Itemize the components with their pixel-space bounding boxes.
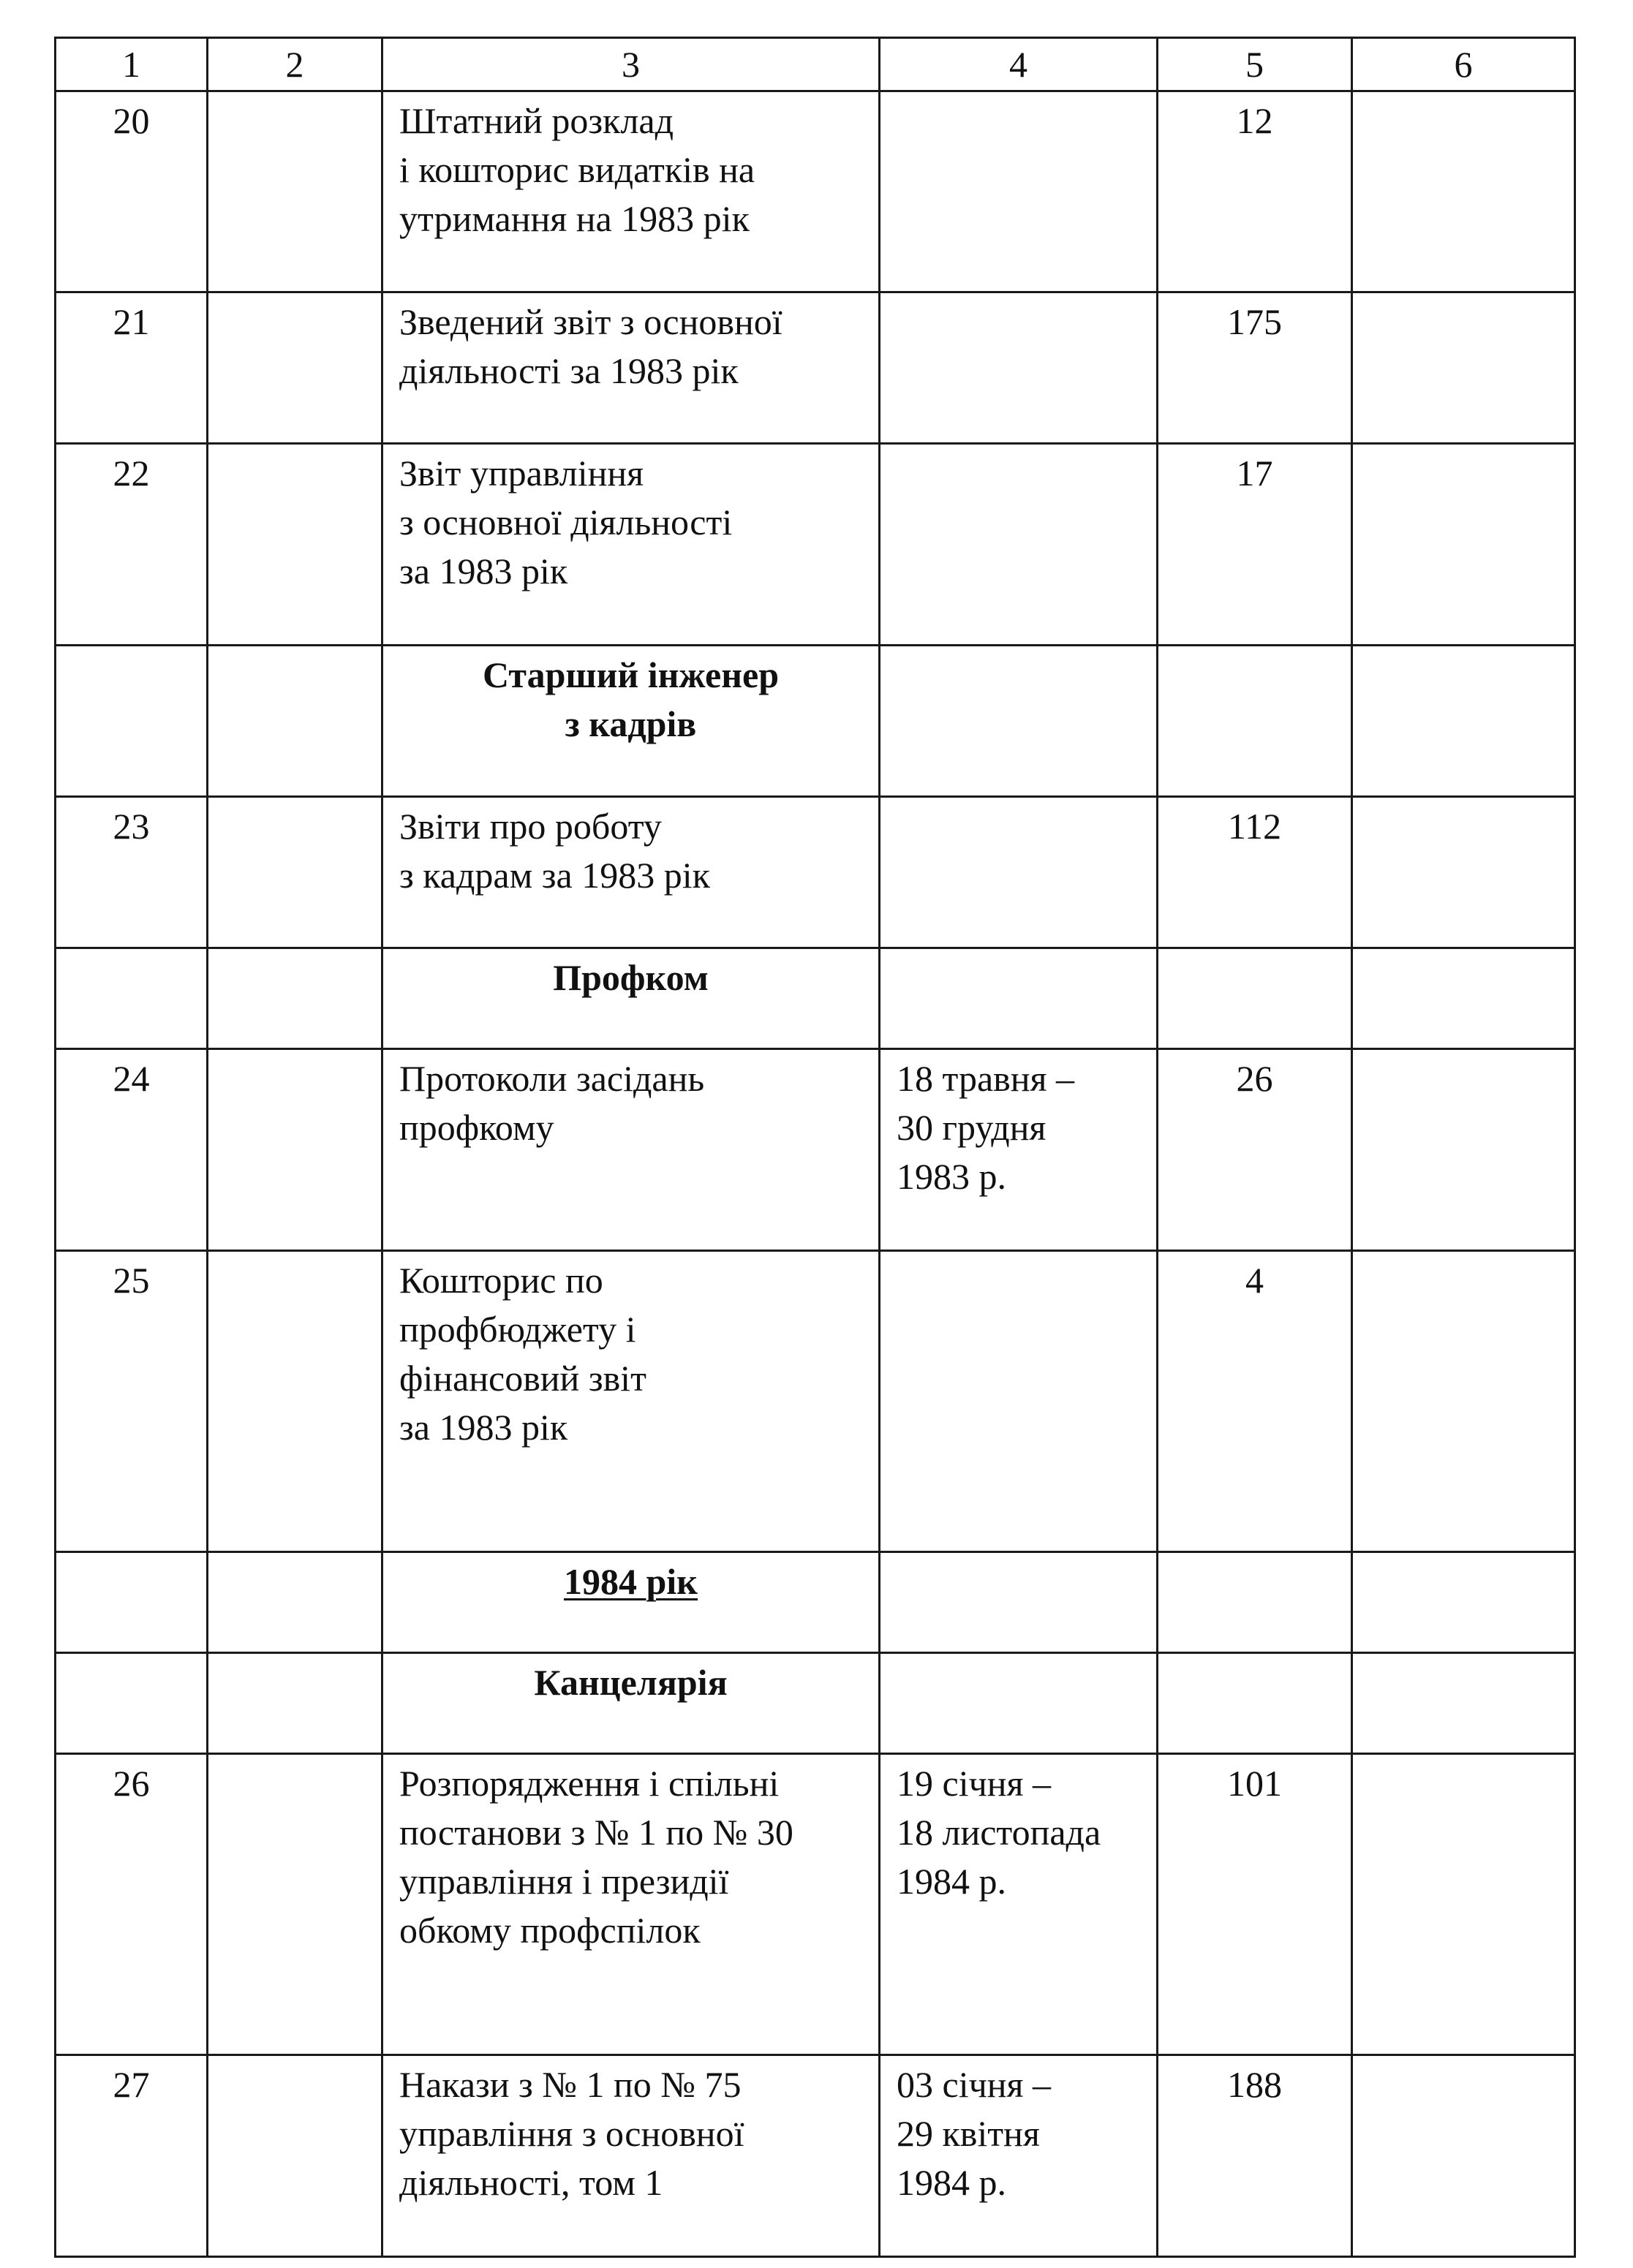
cell-col6: [1352, 1653, 1575, 1754]
cell-col2: [208, 91, 382, 292]
item-sheet-count: 4: [1158, 1251, 1352, 1552]
cell-col2: [208, 444, 382, 646]
item-sheet-count: 175: [1158, 292, 1352, 444]
cell-col6: [1352, 646, 1575, 797]
item-date-range: [880, 292, 1158, 444]
table-row: [56, 444, 1575, 646]
cell-number: [56, 948, 208, 1049]
cell-col6: [1352, 91, 1575, 292]
item-sheet-count: 12: [1158, 91, 1352, 292]
item-number: 27: [56, 2055, 208, 2257]
item-title: Штатний розклад і кошторис видатків на утримання на 1983 рік: [382, 91, 880, 292]
cell-date: [880, 1653, 1158, 1754]
column-header: 4: [880, 38, 1158, 91]
table-row: [56, 1754, 1575, 2055]
cell-col6: [1352, 1552, 1575, 1653]
item-date-range: 18 травня – 30 грудня 1983 р.: [880, 1049, 1158, 1251]
cell-col2: [208, 1552, 382, 1653]
cell-col2: [208, 2055, 382, 2257]
item-number: 22: [56, 444, 208, 646]
item-date-range: [880, 91, 1158, 292]
column-header: 3: [382, 38, 880, 91]
cell-number: [56, 1653, 208, 1754]
cell-col2: [208, 1653, 382, 1754]
column-header: 5: [1158, 38, 1352, 91]
item-title: Кошторис по профбюджету і фінансовий звіт за 1983 рік: [382, 1251, 880, 1552]
item-sheet-count: 17: [1158, 444, 1352, 646]
section-heading-text: Канцелярія: [534, 1662, 728, 1703]
column-header: 6: [1352, 38, 1575, 91]
cell-col6: [1352, 2055, 1575, 2257]
table-row: [56, 292, 1575, 444]
section-heading: [382, 646, 880, 797]
item-title: Накази з № 1 по № 75 управління з основної діяльності, том 1: [382, 2055, 880, 2257]
cell-col2: [208, 1754, 382, 2055]
item-title: Зведений звіт з основної діяльності за 1983 рік: [382, 292, 880, 444]
cell-col2: [208, 1049, 382, 1251]
section-row: [56, 948, 1575, 1049]
section-heading-text: Профком: [553, 957, 709, 998]
table-row: [56, 91, 1575, 292]
table-row: [56, 1049, 1575, 1251]
column-header: 2: [208, 38, 382, 91]
item-date-range: 03 січня – 29 квітня 1984 р.: [880, 2055, 1158, 2257]
cell-col6: [1352, 444, 1575, 646]
item-number: 23: [56, 797, 208, 948]
section-row: [56, 646, 1575, 797]
item-title: Розпорядження і спільні постанови з № 1 по № 30 управління і президії обкому профспілок: [382, 1754, 880, 2055]
item-date-range: [880, 444, 1158, 646]
cell-col6: [1352, 797, 1575, 948]
cell-col2: [208, 797, 382, 948]
table-row: [56, 797, 1575, 948]
cell-sheets: [1158, 948, 1352, 1049]
cell-col6: [1352, 292, 1575, 444]
item-number: 21: [56, 292, 208, 444]
item-number: 24: [56, 1049, 208, 1251]
section-heading: [382, 1552, 880, 1653]
item-title: Протоколи засідань профкому: [382, 1049, 880, 1251]
cell-col6: [1352, 1754, 1575, 2055]
cell-sheets: [1158, 646, 1352, 797]
column-number-row: [56, 38, 1575, 91]
item-date-range: [880, 1251, 1158, 1552]
section-heading: [382, 1653, 880, 1754]
section-heading-text: 1984 рік: [563, 1561, 698, 1602]
cell-col2: [208, 1251, 382, 1552]
section-heading: [382, 948, 880, 1049]
section-heading-text: Старший інженер з кадрів: [482, 654, 780, 744]
table-row: [56, 2055, 1575, 2257]
cell-sheets: [1158, 1653, 1352, 1754]
column-header: 1: [56, 38, 208, 91]
inventory-table: [54, 37, 1576, 2258]
cell-col6: [1352, 948, 1575, 1049]
table-row: [56, 1251, 1575, 1552]
cell-number: [56, 1552, 208, 1653]
section-row: [56, 1653, 1575, 1754]
cell-sheets: [1158, 1552, 1352, 1653]
item-number: 25: [56, 1251, 208, 1552]
item-title: Звіт управління з основної діяльності за 1983 рік: [382, 444, 880, 646]
cell-col6: [1352, 1049, 1575, 1251]
cell-number: [56, 646, 208, 797]
cell-date: [880, 948, 1158, 1049]
item-date-range: [880, 797, 1158, 948]
item-number: 20: [56, 91, 208, 292]
item-sheet-count: 112: [1158, 797, 1352, 948]
cell-date: [880, 1552, 1158, 1653]
cell-col6: [1352, 1251, 1575, 1552]
cell-col2: [208, 292, 382, 444]
item-number: 26: [56, 1754, 208, 2055]
item-title: Звіти про роботу з кадрам за 1983 рік: [382, 797, 880, 948]
item-sheet-count: 101: [1158, 1754, 1352, 2055]
item-sheet-count: 188: [1158, 2055, 1352, 2257]
item-date-range: 19 січня – 18 листопада 1984 р.: [880, 1754, 1158, 2055]
item-sheet-count: 26: [1158, 1049, 1352, 1251]
cell-col2: [208, 948, 382, 1049]
cell-date: [880, 646, 1158, 797]
cell-col2: [208, 646, 382, 797]
section-row: [56, 1552, 1575, 1653]
